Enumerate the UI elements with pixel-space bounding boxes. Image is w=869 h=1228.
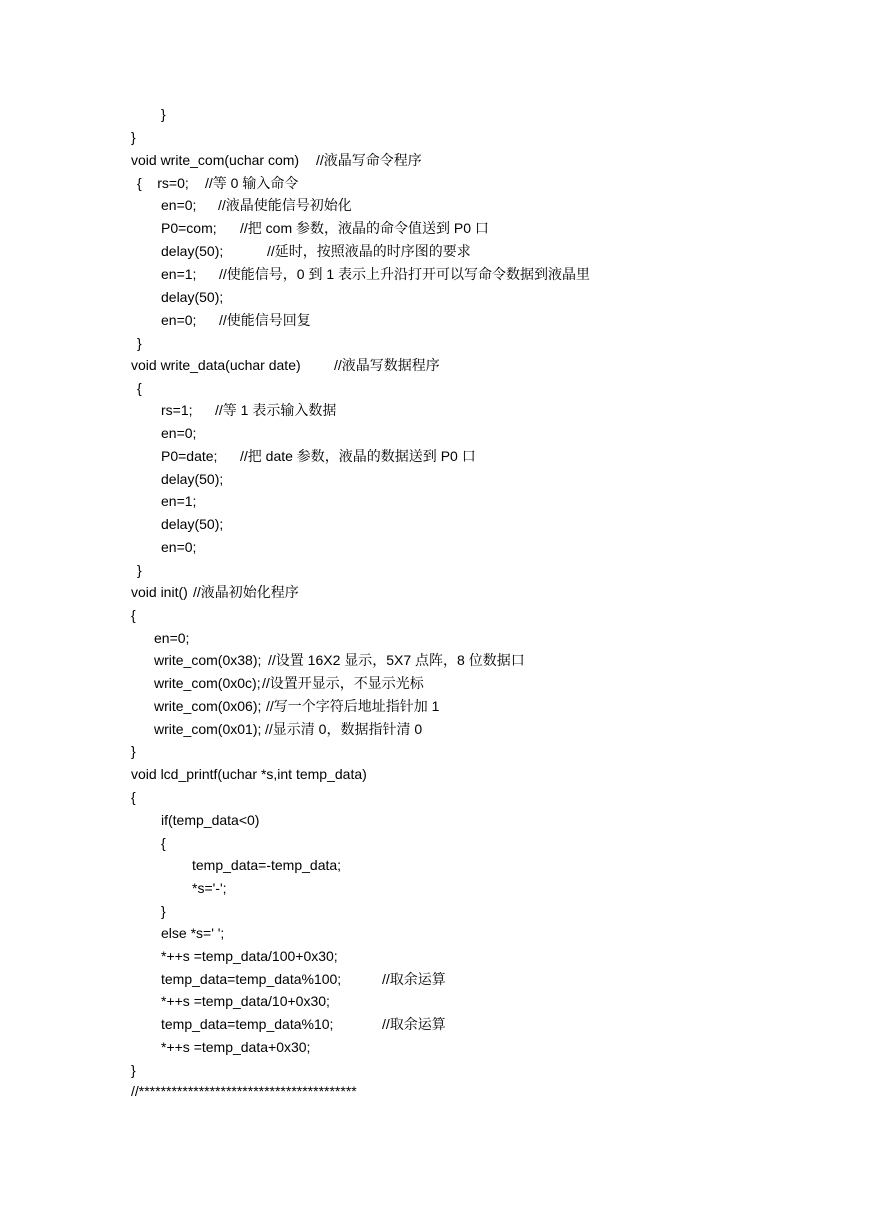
code-text: temp_data=temp_data%100; [161, 971, 342, 987]
code-line [161, 945, 338, 968]
code-text: write_com(0x06); [154, 698, 262, 714]
code-text: } [161, 903, 166, 919]
code-text: P0=date; [161, 448, 218, 464]
code-text: en=1; [161, 266, 197, 282]
code-line [131, 149, 422, 172]
code-line [161, 1036, 310, 1059]
code-text: //**************************************** [131, 1083, 357, 1099]
code-line [154, 672, 424, 695]
code-line [161, 490, 196, 513]
code-line [131, 1080, 357, 1103]
code-line [161, 1013, 446, 1036]
code-line [131, 126, 136, 149]
code-line [161, 468, 223, 491]
code-text: en=0; [161, 539, 197, 555]
code-text: temp_data=temp_data%10; [161, 1016, 334, 1032]
code-text: { [131, 789, 136, 805]
code-comment: //液晶使能信号初始化 [218, 197, 352, 213]
code-text: *s='-'; [192, 880, 227, 896]
code-text: P0=com; [161, 220, 217, 236]
code-comment: //显示清 0，数据指针清 0 [265, 721, 423, 737]
code-comment: //设置 16X2 显示，5X7 点阵，8 位数据口 [268, 652, 525, 668]
code-line [154, 695, 440, 718]
code-text: en=1; [161, 493, 197, 509]
code-line [131, 354, 440, 377]
code-line [161, 832, 166, 855]
code-line [137, 377, 142, 400]
code-line [161, 922, 224, 945]
code-comment: //设置开显示，不显示光标 [262, 675, 424, 691]
code-text: delay(50); [161, 516, 224, 532]
code-text: delay(50); [161, 243, 224, 259]
code-comment: //写一个字符后地址指针加 1 [266, 698, 440, 714]
code-line [131, 604, 136, 627]
code-text: delay(50); [161, 471, 224, 487]
code-text: void init() [131, 584, 188, 600]
code-comment: //延时，按照液晶的时序图的要求 [267, 243, 471, 259]
code-line [161, 809, 259, 832]
code-comment: //等 0 输入命令 [205, 175, 299, 191]
code-comment: //使能信号，0 到 1 表示上升沿打开可以写命令数据到液晶里 [219, 266, 591, 282]
code-text: *++s =temp_data/100+0x30; [161, 948, 338, 964]
code-text: rs=1; [161, 402, 193, 418]
code-text: temp_data=-temp_data; [192, 857, 342, 873]
code-line [131, 786, 136, 809]
code-text: { [161, 835, 166, 851]
code-text: write_com(0x0c); [154, 675, 261, 691]
code-line [161, 536, 196, 559]
code-line [131, 1059, 136, 1082]
code-text: else *s=' '; [161, 925, 225, 941]
code-line [131, 740, 136, 763]
code-text: } [131, 743, 136, 759]
code-text: en=0; [161, 197, 197, 213]
code-text: } [137, 335, 142, 351]
code-line [161, 399, 337, 422]
code-comment: //液晶写数据程序 [334, 357, 440, 373]
code-text: if(temp_data<0) [161, 812, 260, 828]
code-line [137, 332, 142, 355]
code-line [137, 559, 142, 582]
code-line [161, 194, 352, 217]
code-line [161, 968, 446, 991]
code-line [161, 422, 196, 445]
code-text: *++s =temp_data+0x30; [161, 1039, 311, 1055]
code-text: write_com(0x01); [154, 721, 262, 737]
code-line [161, 217, 489, 240]
code-text: { rs=0; [137, 175, 189, 191]
code-line [161, 445, 476, 468]
code-line [192, 854, 341, 877]
code-text: en=0; [161, 425, 197, 441]
code-text: { [131, 607, 136, 623]
code-text: } [161, 106, 166, 122]
code-line [154, 649, 525, 672]
code-line [161, 263, 591, 286]
code-line [131, 763, 367, 786]
code-text: *++s =temp_data/10+0x30; [161, 993, 330, 1009]
code-text: void write_data(uchar date) [131, 357, 301, 373]
code-text: { [137, 380, 142, 396]
code-text: void lcd_printf(uchar *s,int temp_data) [131, 766, 367, 782]
code-text: write_com(0x38); [154, 652, 262, 668]
code-comment: //取余运算 [382, 1016, 446, 1032]
code-line [161, 900, 166, 923]
code-text: delay(50); [161, 289, 224, 305]
code-text: } [131, 1062, 136, 1078]
code-line [161, 103, 166, 126]
code-line [154, 718, 423, 741]
code-line [131, 581, 299, 604]
code-comment: //液晶写命令程序 [316, 152, 422, 168]
code-text: en=0; [161, 312, 197, 328]
code-line [161, 309, 311, 332]
code-comment: //等 1 表示输入数据 [215, 402, 337, 418]
code-line [161, 990, 330, 1013]
code-text: void write_com(uchar com) [131, 152, 300, 168]
code-line [161, 240, 471, 263]
code-text: en=0; [154, 630, 190, 646]
code-text: } [131, 129, 136, 145]
code-line [161, 286, 223, 309]
code-line [137, 172, 299, 195]
code-comment: //液晶初始化程序 [193, 584, 299, 600]
code-comment: //使能信号回复 [219, 312, 311, 328]
code-line [161, 513, 223, 536]
code-comment: //把 com 参数，液晶的命令值送到 P0 口 [240, 220, 489, 236]
code-comment: //把 date 参数，液晶的数据送到 P0 口 [240, 448, 476, 464]
code-line [192, 877, 227, 900]
code-line [154, 627, 189, 650]
code-comment: //取余运算 [382, 971, 446, 987]
code-text: } [137, 562, 142, 578]
